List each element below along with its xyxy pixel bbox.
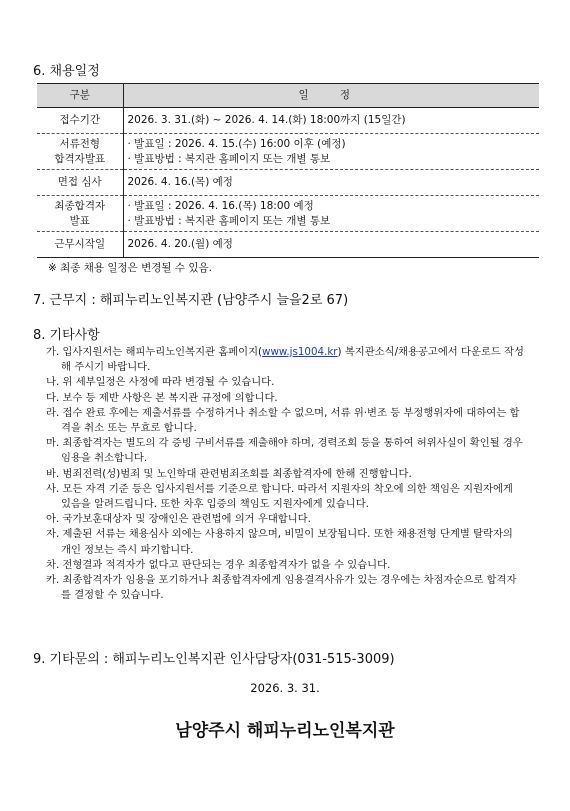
list-item: 라. 접수 완료 후에는 제출서류를 수정하거나 취소할 수 없으며, 서류 위·변조 등 부정행위자에 대하여는 합격을 취소 또는 무효로 합니다. (46, 406, 520, 435)
section-9-title: 9. 기타문의 : 해피누리노인복지관 인사담당자(031-515-3009) (33, 652, 395, 667)
table-header-row (37, 84, 539, 108)
document-date: 2026. 3. 31. (250, 681, 320, 695)
row-content: 2026. 3. 31.(화) ~ 2026. 4. 14.(화) 18:00까지 (15일간) (123, 108, 539, 134)
section-7-title: 7. 근무지 : 해피누리노인복지관 (남양주시 늘을2로 67) (33, 293, 349, 308)
organization-name: 남양주시 해피누리노인복지관 (175, 721, 395, 741)
table-row (37, 134, 539, 170)
row-label: 근무시작일 (37, 232, 123, 258)
row-label: 접수기간 (37, 108, 123, 134)
section-6-title: 6. 채용일정 (33, 64, 100, 79)
list-item: 차. 전형결과 적격자가 없다고 판단되는 경우 최종합격자가 없을 수 있습니다. (46, 558, 391, 571)
row-label: 서류전형 합격자발표 (37, 134, 123, 170)
section-8-title: 8. 기타사항 (33, 328, 100, 343)
list-item: 마. 최종합격자는 별도의 각 증빙 구비서류를 제출해야 하며, 경력조회 등을 통하여 허위사실이 확인될 경우 임용을 취소합니다. (46, 437, 523, 465)
column-header-category: 구분 (37, 84, 123, 108)
list-item: 사. 모든 자격 기준 등은 입사지원서를 기준으로 합니다. 따라서 지원자의 착오에 의한 책임은 지원자에게 있음을 알려드립니다. 또한 차후 입증의 책임도 지원자에게 있습니다. (46, 482, 513, 511)
list-item: 바. 범죄전력(성)범죄 및 노인학대 관련범죄조회를 최종합격자에 한해 진행합니다. (46, 467, 412, 480)
table-row (37, 108, 539, 134)
table-row (37, 196, 539, 232)
row-content: 2026. 4. 16.(목) 예정 (123, 170, 539, 196)
table-row (37, 232, 539, 258)
list-item: 가. 입사지원서는 해피누리노인복지관 홈페이지(www.js1004.kr) 복지관소식/채용공고에서 다운로드 작성해 주시기 바랍니다. (46, 346, 524, 374)
row-content: 2026. 4. 20.(월) 예정 (123, 232, 539, 258)
row-content: · 발표일 : 2026. 4. 15.(수) 16:00 이후 (예정) · 발표방법 : 복지관 홈페이지 또는 개별 통보 (123, 134, 539, 170)
list-item: 카. 최종합격자가 임용을 포기하거나 최종합격자에게 임용결격사유가 있는 경우에는 차점자순으로 합격자를 결정할 수 있습니다. (46, 574, 517, 602)
row-content: · 발표일 : 2026. 4. 16.(목) 18:00 예정 · 발표방법 : 복지관 홈페이지 또는 개별 통보 (123, 196, 539, 232)
row-label: 면접 심사 (37, 170, 123, 196)
list-item: 아. 국가보훈대상자 및 장애인은 관련법에 의거 우대합니다. (46, 513, 311, 526)
list-item: 자. 제출된 서류는 채용심사 외에는 사용하지 않으며, 비밀이 보장됩니다. 또한 채용전형 단계별 탈락자의 개인 정보는 즉시 파기합니다. (46, 528, 513, 556)
list-item: 다. 보수 등 제반 사항은 본 복지관 규정에 의합니다. (46, 391, 278, 404)
etc-list (46, 345, 526, 603)
schedule-table (37, 83, 539, 258)
homepage-link[interactable]: www.js1004.kr (262, 346, 338, 358)
schedule-note: ※ 최종 채용 일정은 변경될 수 있음. (48, 262, 213, 274)
list-item: 나. 위 세부일정은 사정에 따라 변경될 수 있습니다. (46, 376, 275, 389)
row-label: 최종합격자 발표 (37, 196, 123, 232)
column-header-schedule: 일 정 (123, 84, 539, 108)
table-row (37, 170, 539, 196)
